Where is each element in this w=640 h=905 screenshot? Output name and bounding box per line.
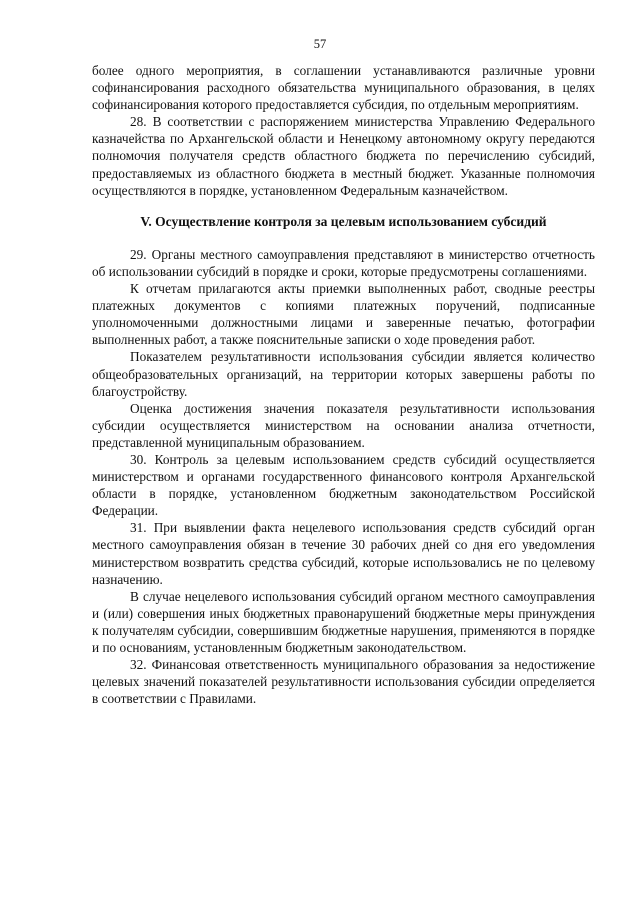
paragraph-32: 32. Финансовая ответственность муниципального образования за недостижение целевых значений показателей результативности использования субсидии определяется в соответствии с Правилами. [92,657,595,707]
paragraph-30: 30. Контроль за целевым использованием средств субсидий осуществляется министерством и органами государственного финансового контроля Архангельской области в порядке, установленном бюджетным законодательством Российской Федерации. [92,451,595,519]
paragraph-31: 31. При выявлении факта нецелевого использования средств субсидий орган местного самоуправления обязан в течение 30 рабочих дней со дня его уведомления министерством возвратить средства субсидий, которые использовались не по целевому назначению. [92,520,595,587]
paragraph-misuse: В случае нецелевого использования субсидий органом местного самоуправления и (или) совершения иных бюджетных правонарушений бюджетные меры принуждения к получателям субсидии, совершившим бюджетные нарушения, применяются в порядке и по основаниям, установленным бюджетным законодательством. [92,588,595,655]
page-number: 57 [313,37,327,51]
paragraph-28: 28. В соответствии с распоряжением министерства Управлению Федерального казначейства по Архангельской области и Ненецкому автономному округу передаются полномочия получателя средств областного бюджета по перечислению субсидий, предоставляемых из областного бюджета в местный бюджет. Указанные полномочия осуществляются в порядке, установленном Федеральным казначейством. [92,114,595,198]
paragraph-indicator: Показателем результативности использования субсидии является количество общеобразовательных организаций, на территории которых завершены работы по благоустройству. [92,349,595,399]
document-body [92,62,595,707]
section-heading: V. Осуществление контроля за целевым использованием субсидий [140,213,547,229]
paragraph-reports: К отчетам прилагаются акты приемки выполненных работ, сводные реестры платежных документов с копиями платежных поручений, подписанные уполномоченными должностными лицами и заверенные печатью, фотографии выполненных работ, а также пояснительные записки о ходе проведения работ. [92,281,595,348]
paragraph-continuation: более одного мероприятия, в соглашении устанавливаются различные уровни софинансирования расходного обязательства муниципального образования, в целях софинансирования которого предоставляется субсидия, по отдельным мероприятиям. [92,63,595,113]
paragraph-29: 29. Органы местного самоуправления представляют в министерство отчетность об использовании субсидий в порядке и сроки, которые предусмотрены соглашениями. [92,246,595,279]
paragraph-evaluation: Оценка достижения значения показателя результативности использования субсидии осуществляется министерством на основании анализа отчетности, представленной муниципальным образованием. [92,400,595,450]
